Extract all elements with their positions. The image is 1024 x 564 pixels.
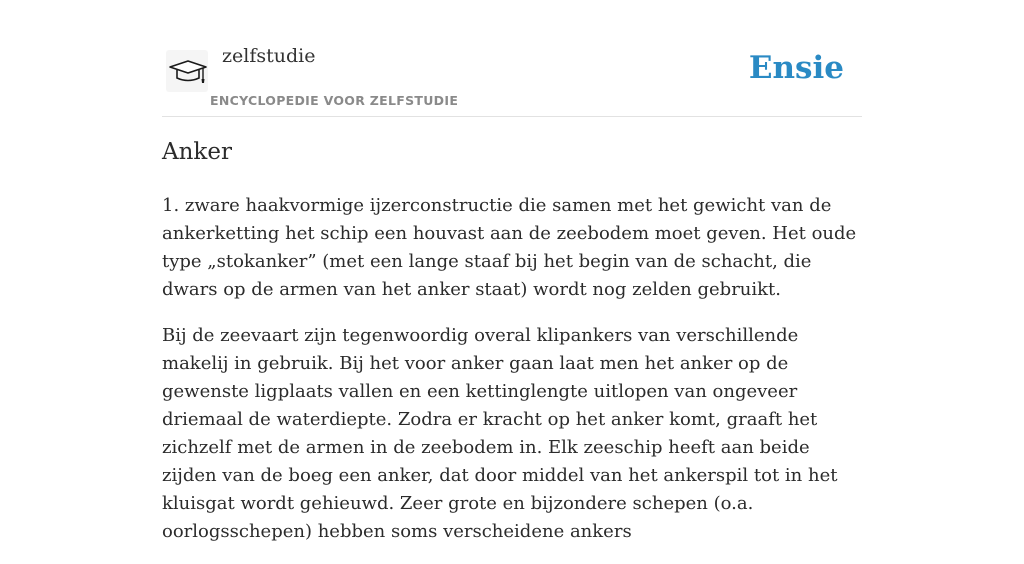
article-paragraph: 1. zware haakvormige ijzerconstructie die samen met het gewicht van de ankerketting het schip een houvast aan de zeebodem moet geven. Het oude type „stokanker” (met een lange staaf bij het begin van de schacht, die dwars op de armen van het anker staat) wordt nog zelden gebruikt. <box>162 195 857 300</box>
graduation-cap-graphic <box>166 50 208 92</box>
site-name[interactable]: zelfstudie <box>222 45 316 67</box>
site-header <box>162 0 862 117</box>
brand-logo-link[interactable]: Ensie <box>748 50 844 86</box>
article-paragraph: Bij de zeevaart zijn tegenwoordig overal klipankers van verschillende makelij in gebruik. Bij het voor anker gaan laat men het anker op de gewenste ligplaats vallen en een kettinglengte uitlopen van ongeveer driemaal de waterdiepte. Zodra er kracht op het anker komt, graaft het zichzelf met de armen in de zeebodem in. Elk zeeschip heeft aan beide zijden van de boeg een anker, dat door middel van het ankerspil tot in het kluisgat wordt gehieuwd. Zeer grote en bijzondere schepen (o.a. oorlogsschepen) hebben soms verscheidene ankers <box>162 325 838 542</box>
site-tagline: ENCYCLOPEDIE VOOR ZELFSTUDIE <box>210 93 459 108</box>
article-body <box>162 192 866 564</box>
page-container <box>162 0 862 542</box>
article-title: Anker <box>162 139 232 165</box>
graduation-cap-icon[interactable] <box>166 50 208 92</box>
